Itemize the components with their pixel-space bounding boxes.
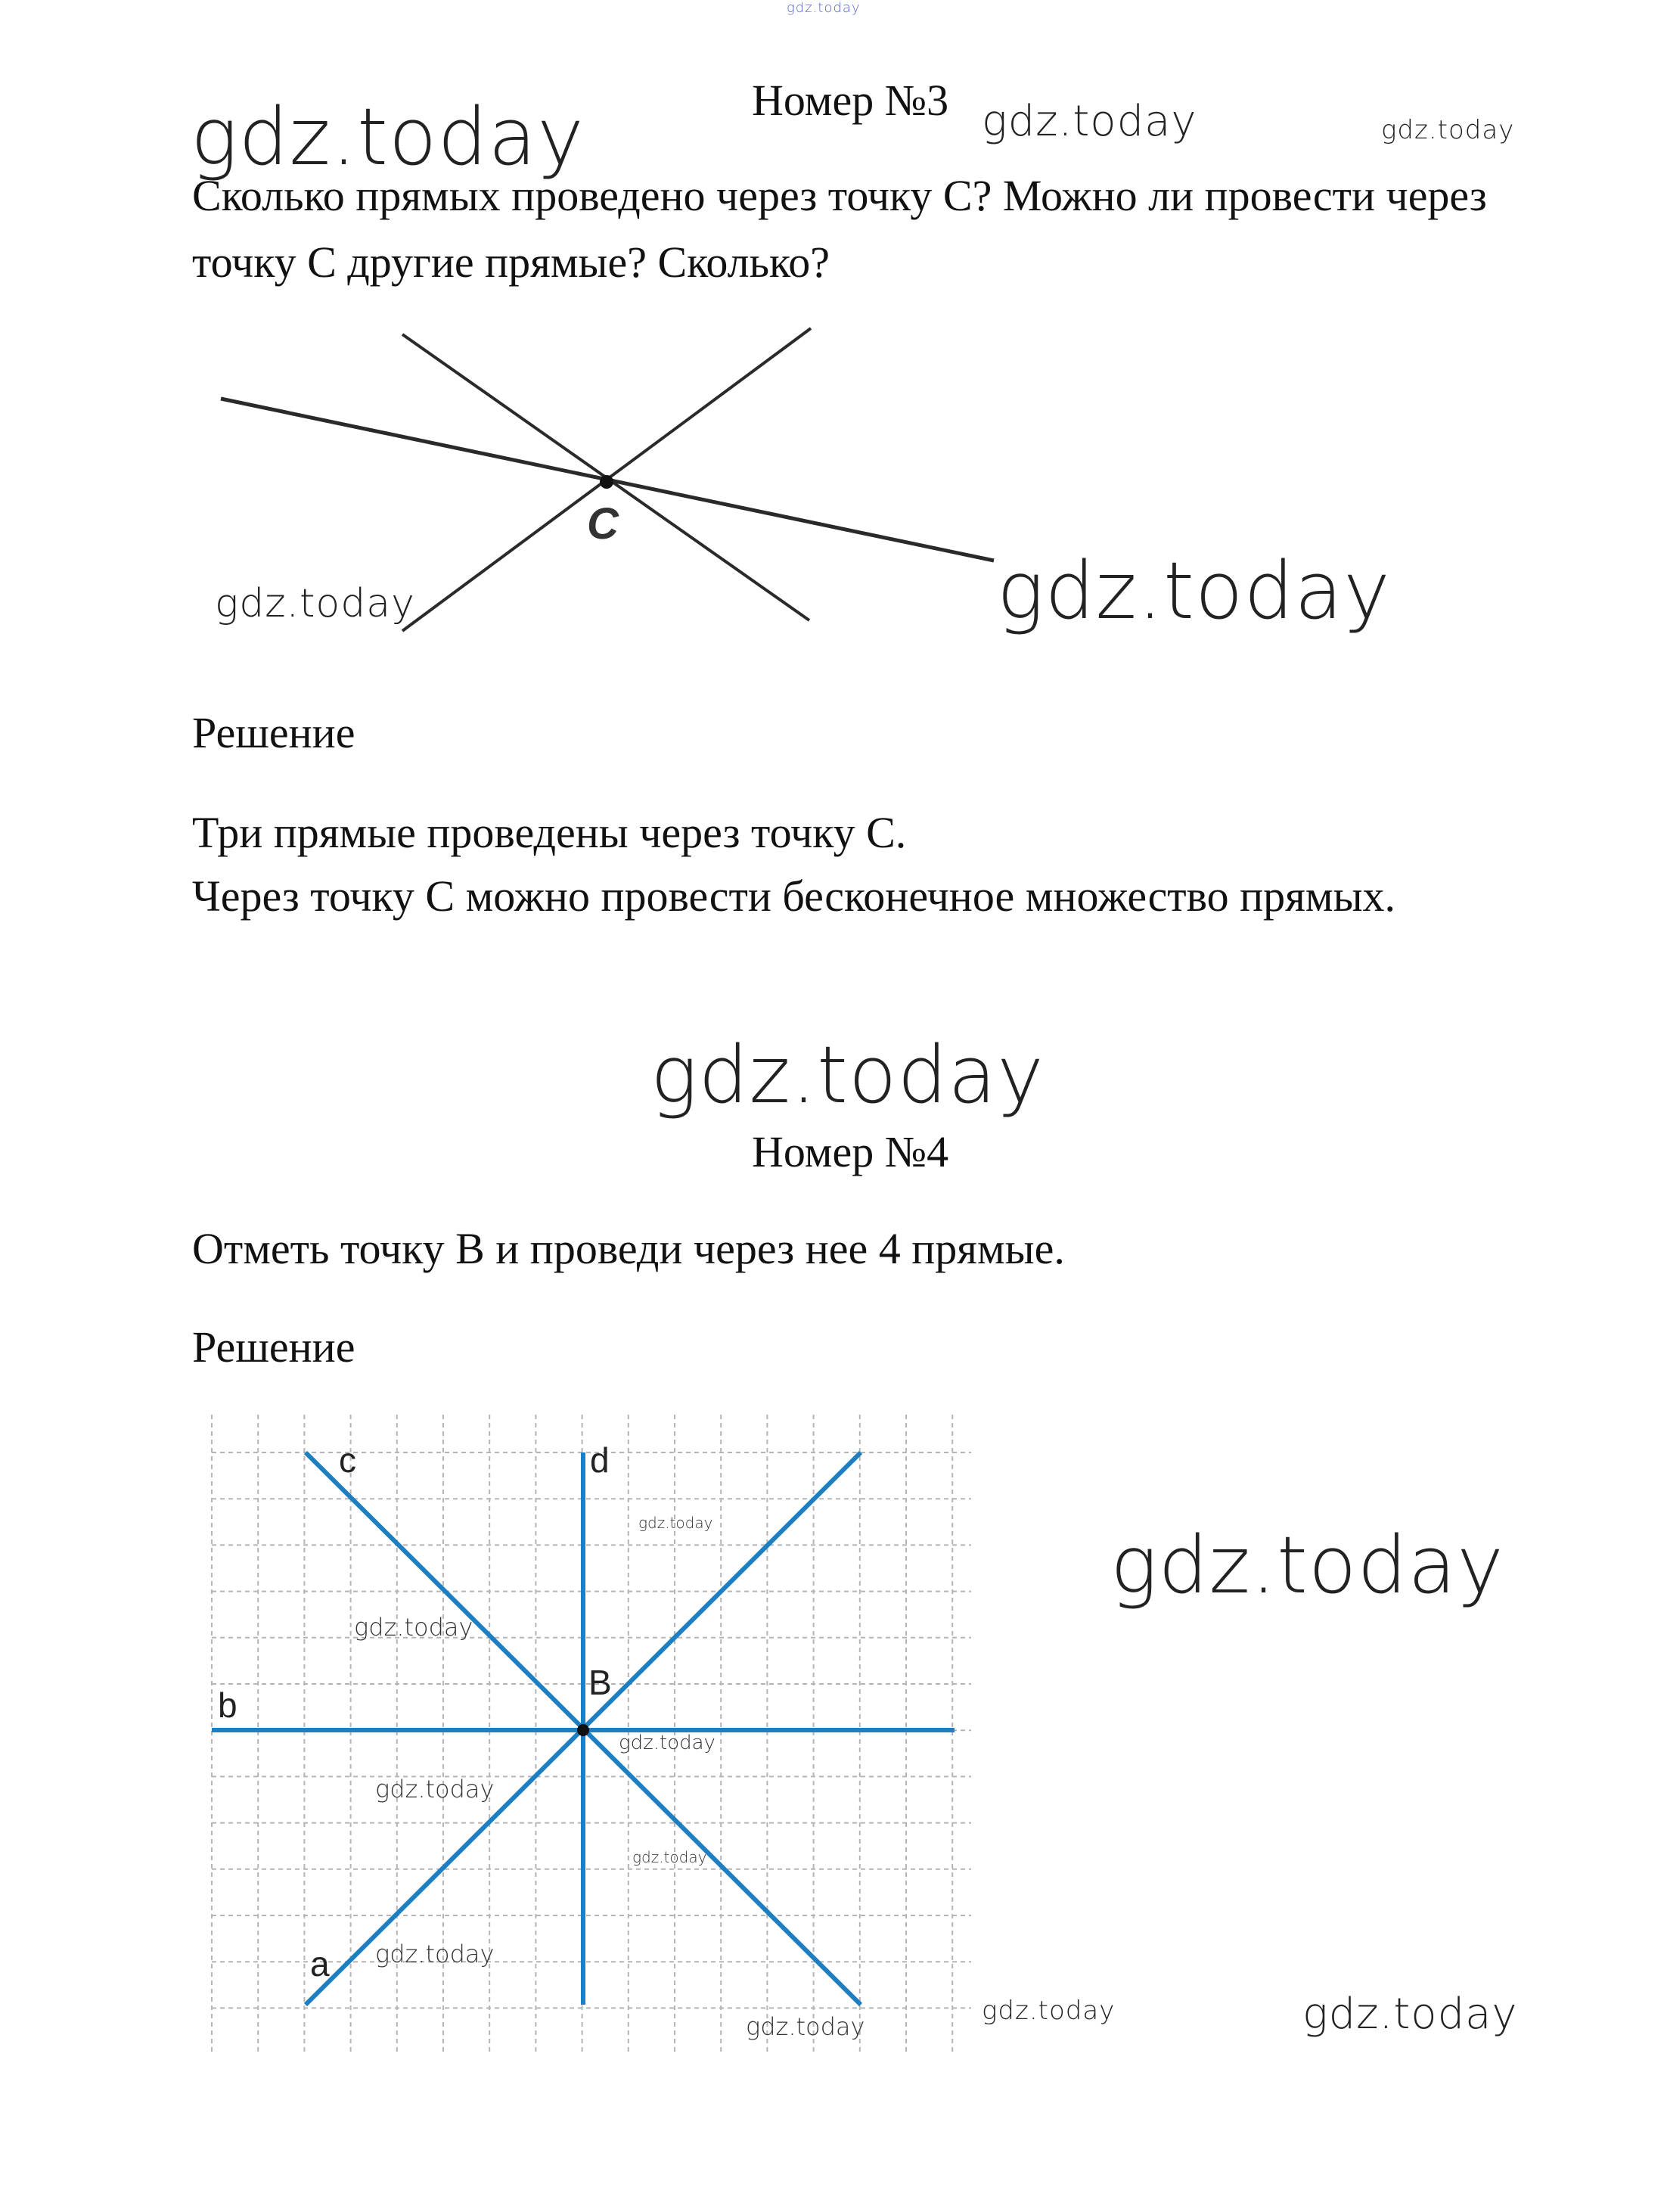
figure4-watermark-bottom-mid: gdz.today (982, 1996, 1116, 2026)
point-b (577, 1724, 589, 1736)
grid-watermark-7: gdz.today (746, 2012, 865, 2041)
watermark-medium: gdz.today (982, 97, 1197, 146)
line-c-label: c (339, 1440, 356, 1480)
grid-watermark-2: gdz.today (354, 1613, 473, 1642)
grid-watermark-1: gdz.today (638, 1514, 713, 1532)
watermark-small: gdz.today (1381, 115, 1515, 145)
problem4-question: Отметь точку В и проведи через нее 4 прямые. (192, 1224, 1065, 1273)
problem3-answer-line2: Через точку С можно провести бесконечное множество прямых. (192, 871, 1396, 921)
point-c-label: C (587, 499, 619, 548)
line-a-label: a (310, 1944, 330, 1984)
point-b-label: B (588, 1663, 612, 1702)
problem3-solution-heading: Решение (192, 708, 355, 757)
top-watermark: gdz.today (787, 0, 861, 16)
grid-watermark-5: gdz.today (632, 1848, 707, 1866)
figure3-watermark-left: gdz.today (215, 581, 415, 626)
grid-watermark-6: gdz.today (375, 1940, 495, 1968)
problem4-solution-heading: Решение (192, 1322, 355, 1372)
watermark-large: gdz.today (191, 91, 585, 183)
problem3-number: Номер №3 (752, 76, 949, 125)
line-b-label: b (218, 1685, 237, 1725)
problem3-question-line1: Сколько прямых проведено через точку С? Можно ли провести через (192, 171, 1487, 220)
problem3-question-line2: точку С другие прямые? Сколько? (192, 238, 830, 287)
problem3-answer-line1: Три прямые проведены через точку С. (192, 808, 907, 857)
center-watermark: gdz.today (650, 1029, 1045, 1121)
line-d-label: d (590, 1440, 610, 1480)
problem4-number: Номер №4 (752, 1127, 949, 1176)
figure4-watermark-bottom-right: gdz.today (1302, 1990, 1518, 2039)
grid-watermark-4: gdz.today (375, 1775, 495, 1803)
grid-watermark-3: gdz.today (619, 1732, 716, 1754)
figure3-watermark-right: gdz.today (997, 545, 1391, 637)
figure4-watermark-right: gdz.today (1110, 1519, 1504, 1611)
